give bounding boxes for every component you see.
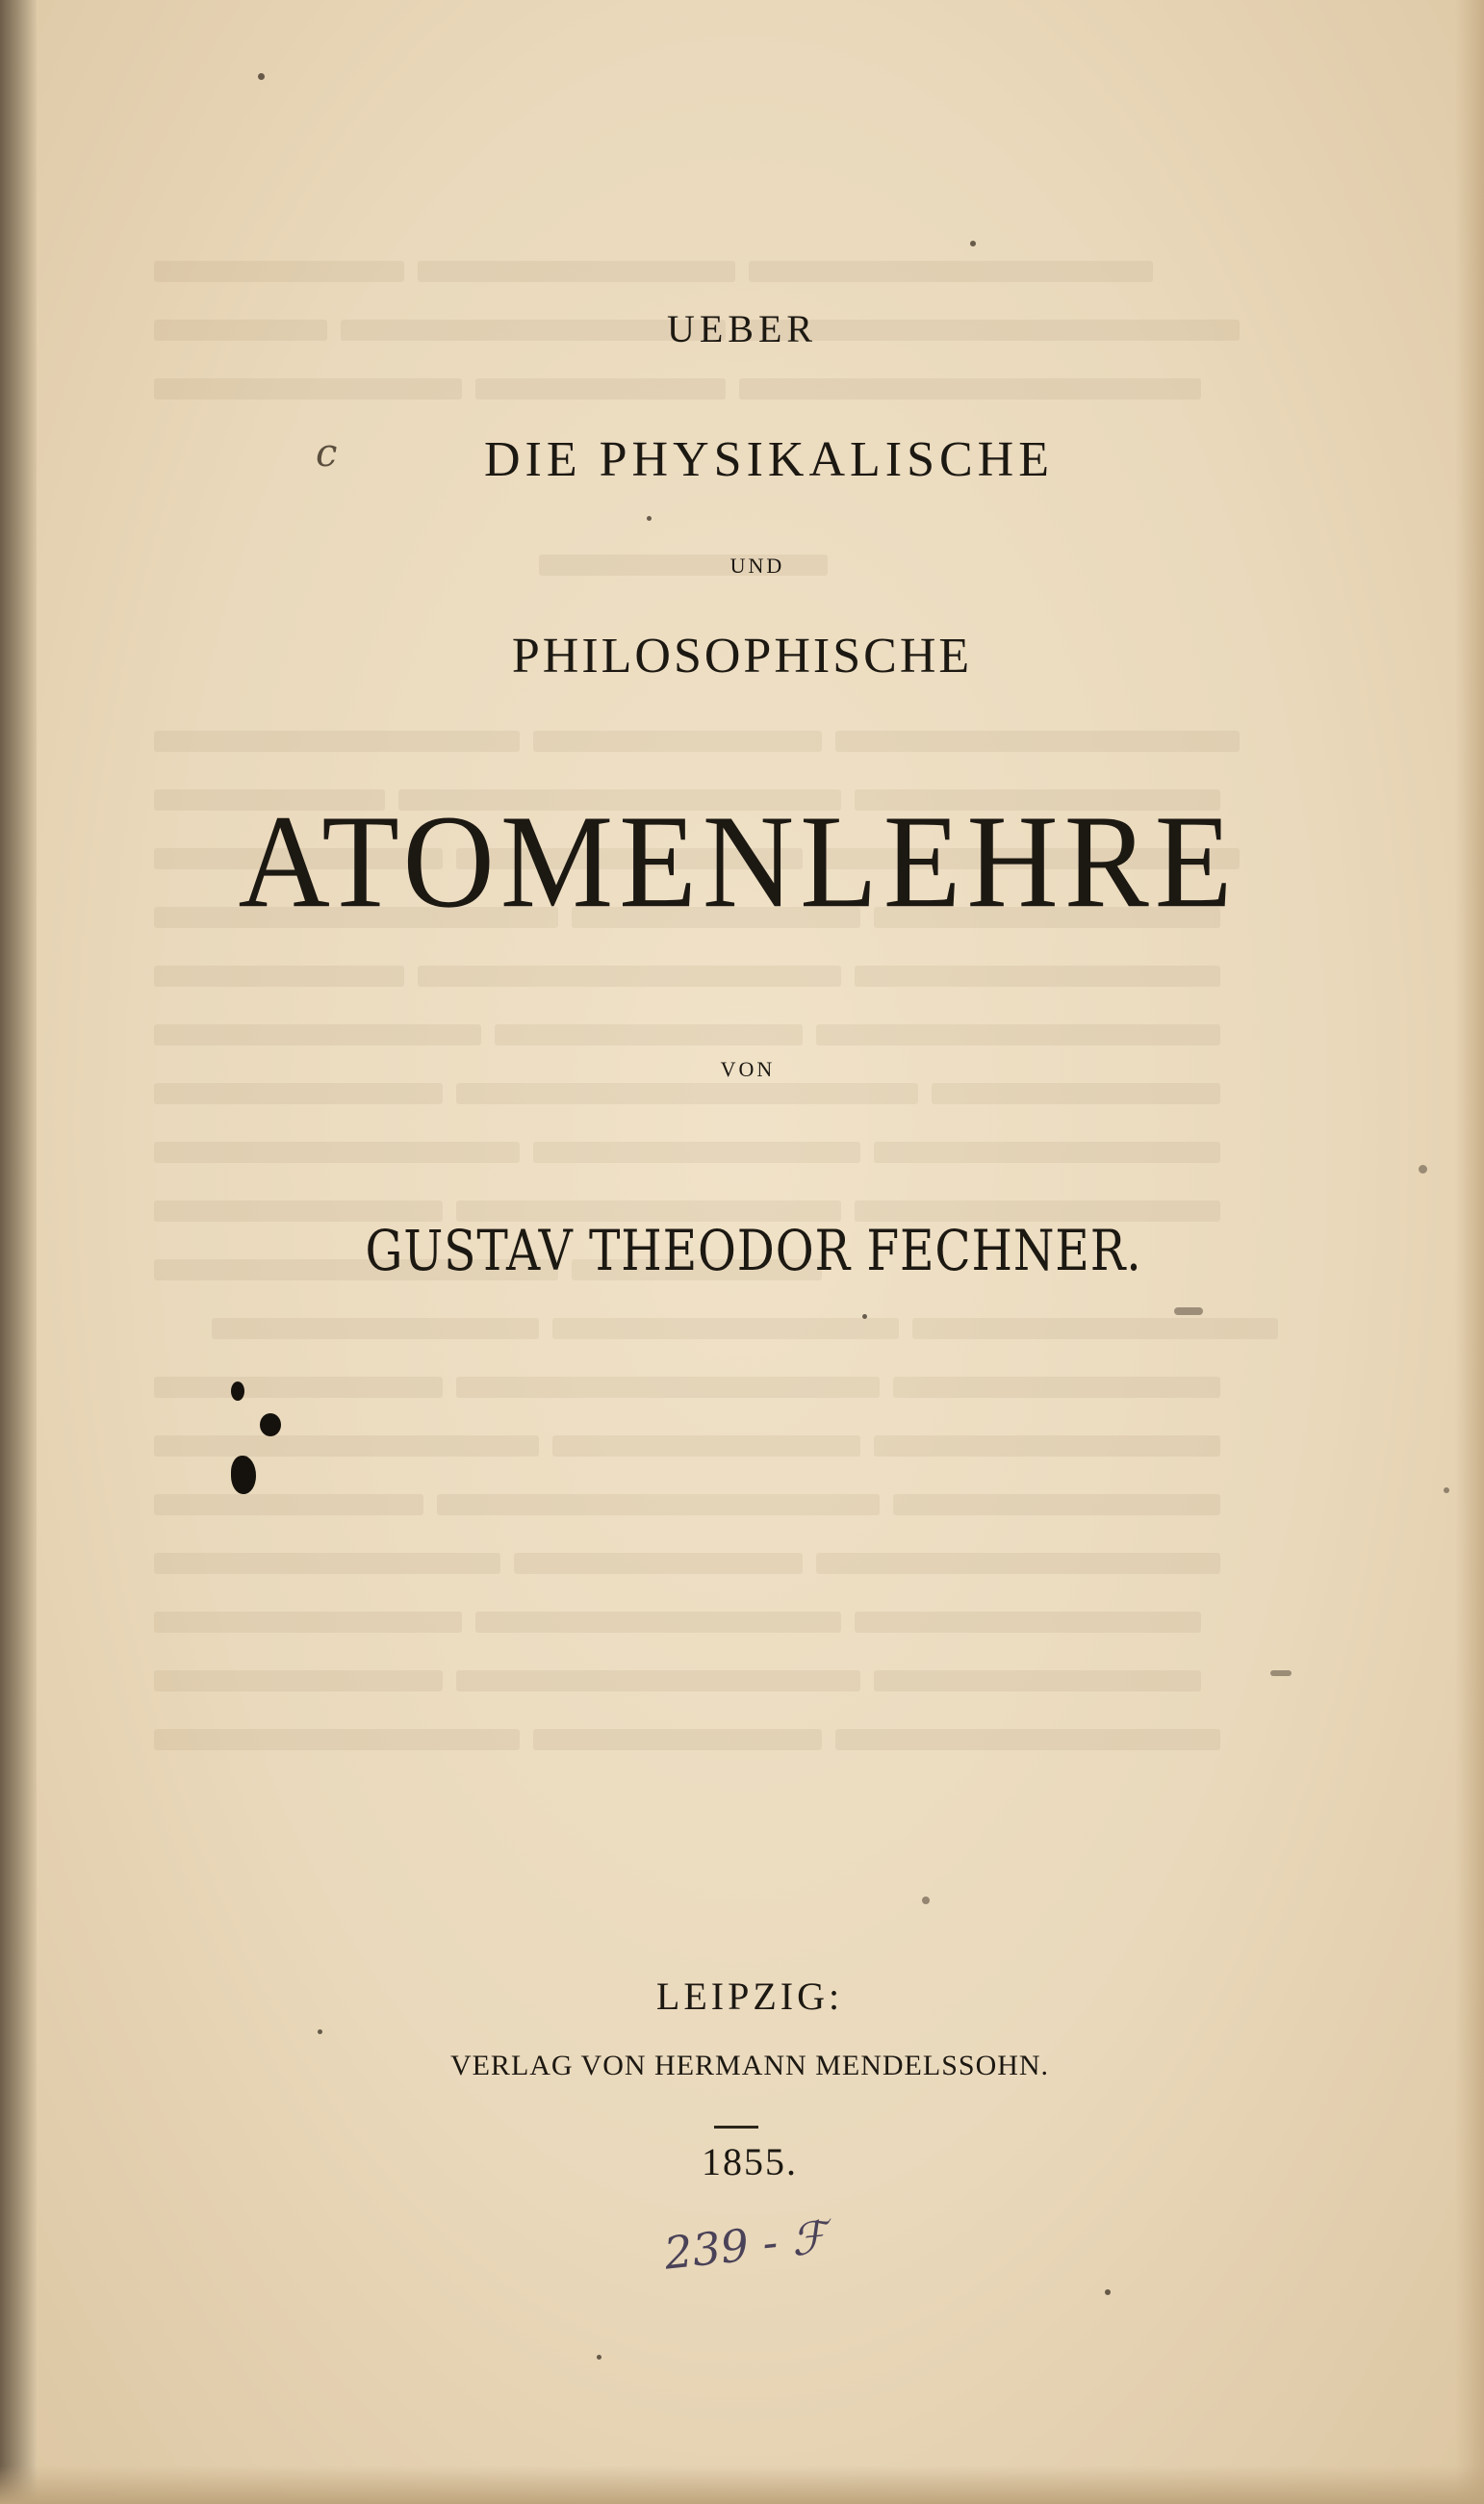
ink-blot — [260, 1413, 281, 1436]
title-line-die-physikalische: DIE PHYSIKALISCHE — [484, 432, 1054, 487]
page-bottom-shading — [0, 2465, 1484, 2504]
author-name: GUSTAV THEODOR FECHNER. — [365, 1218, 1142, 1283]
imprint-year: 1855. — [702, 2140, 798, 2183]
title-line-und: UND — [729, 554, 785, 578]
page-edge-shading — [1455, 0, 1484, 2504]
ink-blot — [231, 1381, 244, 1401]
foxing-speck — [970, 241, 976, 246]
foxing-speck — [1174, 1307, 1203, 1315]
foxing-speck — [1270, 1670, 1292, 1676]
title-line-von: VON — [720, 1057, 776, 1081]
foxing-speck — [647, 516, 652, 521]
foxing-speck — [318, 2029, 322, 2034]
foxing-speck — [1444, 1487, 1449, 1493]
page-spine-shadow — [0, 0, 37, 2504]
title-line-ueber: UEBER — [666, 307, 818, 350]
foxing-speck — [1419, 1165, 1427, 1174]
title-line-philosophische: PHILOSOPHISCHE — [511, 629, 973, 684]
pencil-mark: c — [316, 431, 338, 476]
foxing-speck — [258, 73, 265, 80]
main-title-atomenlehre: ATOMENLEHRE — [238, 787, 1239, 936]
handwritten-shelfmark: 239 - ℱ — [661, 2210, 830, 2280]
foxing-speck — [1105, 2289, 1111, 2295]
imprint-rule — [714, 2126, 758, 2129]
foxing-speck — [597, 2355, 601, 2360]
imprint-publisher: VERLAG VON HERMANN MENDELSSOHN. — [449, 2050, 1050, 2081]
ink-blot — [231, 1456, 256, 1494]
imprint-place: LEIPZIG: — [655, 1975, 844, 2018]
foxing-speck — [862, 1314, 867, 1319]
foxing-speck — [922, 1897, 930, 1904]
